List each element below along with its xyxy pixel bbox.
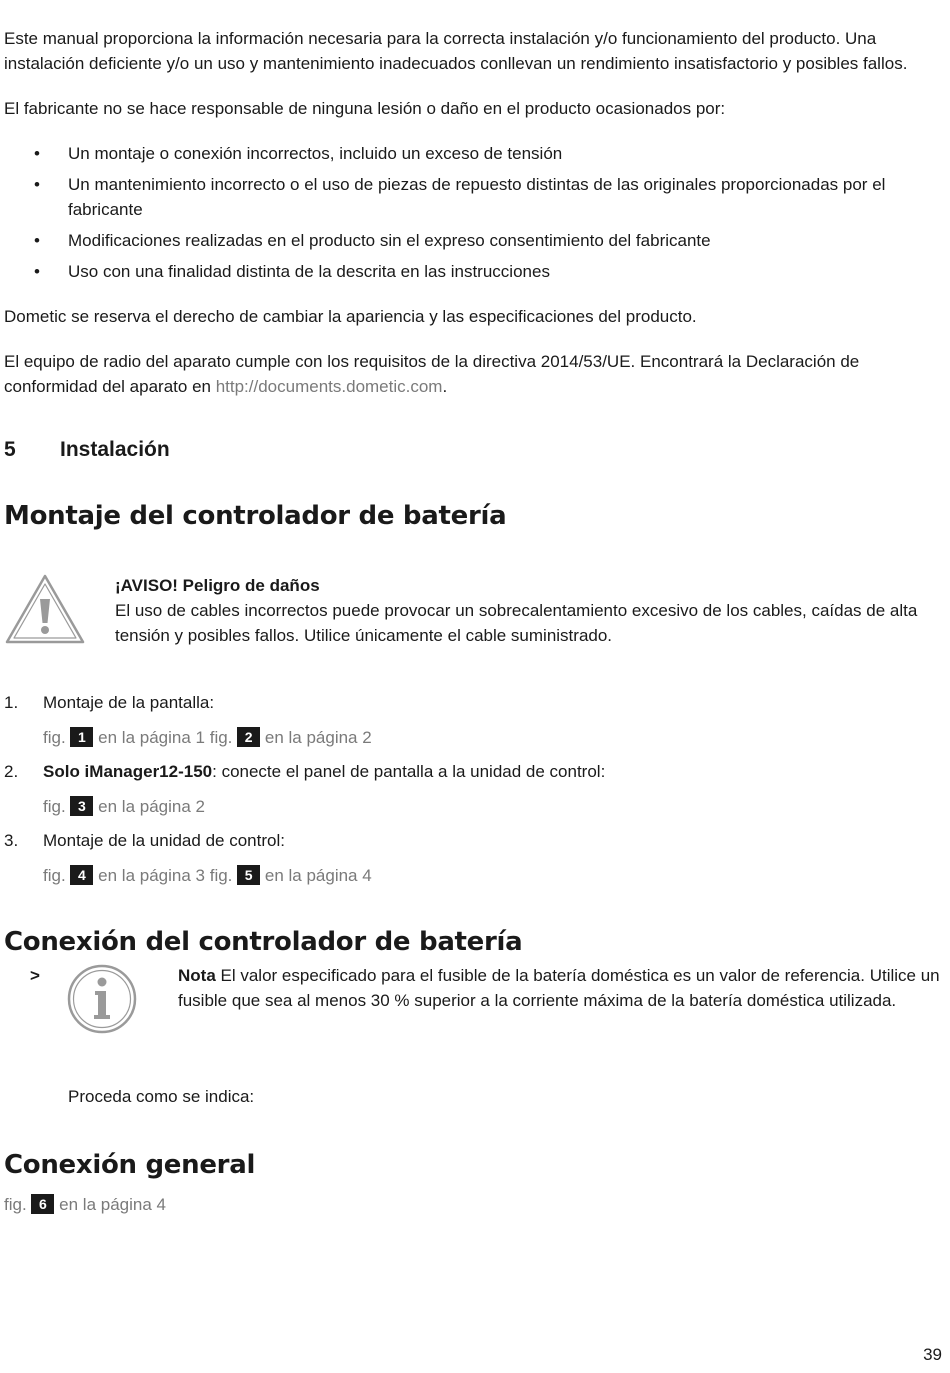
list-item: • Un montaje o conexión incorrectos, incluido un exceso de tensión bbox=[4, 141, 944, 166]
list-item: • Modificaciones realizadas en el producto sin el expreso consentimiento del fabricante bbox=[4, 228, 944, 253]
conformity-end: . bbox=[442, 377, 448, 396]
note-text-block bbox=[178, 963, 944, 1042]
warning-block bbox=[4, 573, 944, 652]
arrow-marker: > bbox=[30, 966, 40, 985]
list-item bbox=[4, 759, 944, 784]
warning-triangle-icon bbox=[4, 573, 115, 652]
liability-list bbox=[4, 141, 944, 284]
general-heading: Conexión general bbox=[4, 1150, 256, 1180]
figure-reference bbox=[4, 794, 944, 819]
fig-label: fig. bbox=[43, 728, 66, 747]
rights-paragraph: Dometic se reserva el derecho de cambiar la apariencia y las especificaciones del producto. bbox=[4, 307, 697, 326]
step-text: Montaje de la pantalla: bbox=[43, 693, 215, 712]
page-ref: en la página 2 bbox=[98, 797, 205, 816]
figure-number-badge[interactable]: 5 bbox=[237, 865, 260, 885]
documents-link[interactable]: http://documents.dometic.com bbox=[215, 377, 443, 396]
list-item: • Un mantenimiento incorrecto o el uso de piezas de repuesto distintas de las originales proporcionadas por el fabricante bbox=[4, 172, 944, 222]
manual-page bbox=[4, 26, 944, 1217]
figure-number-badge[interactable]: 1 bbox=[70, 727, 93, 747]
step-text: Montaje de la unidad de control: bbox=[43, 831, 285, 850]
fig-label: fig. bbox=[209, 728, 233, 747]
conformity-text: El equipo de radio del aparato cumple con los requisitos de la directiva 2014/53/UE. Encontrará la Declaración de conformidad del aparato en bbox=[4, 352, 860, 396]
list-item bbox=[4, 828, 944, 853]
page-ref: en la página 1 bbox=[98, 728, 205, 747]
page-ref: en la página 3 bbox=[98, 866, 205, 885]
mounting-steps bbox=[4, 690, 944, 888]
warning-text: El uso de cables incorrectos puede provocar un sobrecalentamiento excesivo de los cables, caídas de alta tensión y posibles fallos. Utilice únicamente el cable suministrado. bbox=[115, 601, 918, 645]
fig-label: fig. bbox=[43, 797, 66, 816]
warning-text-block bbox=[115, 573, 944, 652]
figure-number-badge[interactable]: 3 bbox=[70, 796, 93, 816]
warning-title: ¡AVISO! Peligro de daños bbox=[115, 576, 320, 595]
liability-paragraph: El fabricante no se hace responsable de ninguna lesión o daño en el producto ocasionados por: bbox=[4, 99, 726, 118]
figure-reference bbox=[4, 863, 944, 888]
page-number: 39 bbox=[923, 1345, 942, 1364]
proceed-text: Proceda como se indica: bbox=[68, 1087, 255, 1106]
note-text: El valor especificado para el fusible de la batería doméstica es un valor de referencia. Utilice un fusible que sea al menos 30 % superior a la corriente máxima de la batería doméstica utilizada. bbox=[178, 966, 940, 1010]
fig-label: fig. bbox=[43, 866, 66, 885]
figure-number-badge[interactable]: 2 bbox=[237, 727, 260, 747]
section-number: 5 bbox=[4, 438, 16, 461]
section-title: Instalación bbox=[60, 438, 170, 461]
intro-paragraph: Este manual proporciona la información necesaria para la correcta instalación y/o funcionamiento del producto. Una instalación deficiente y/o un uso y mantenimiento inadecuados conllevan un rendimiento insatisfactorio y posibles fallos. bbox=[4, 29, 908, 73]
step-number: 1. bbox=[4, 693, 19, 712]
step-number: 2. bbox=[4, 762, 19, 781]
conexion-heading: Conexión del controlador de batería bbox=[4, 927, 523, 957]
figure-number-badge[interactable]: 6 bbox=[31, 1194, 54, 1214]
note-title: Nota bbox=[178, 966, 216, 985]
figure-number-badge[interactable]: 4 bbox=[70, 865, 93, 885]
section-heading bbox=[4, 437, 944, 462]
conformity-paragraph bbox=[4, 349, 944, 399]
figure-reference bbox=[4, 1192, 944, 1217]
step-text: : conecte el panel de pantalla a la unidad de control: bbox=[212, 762, 606, 781]
note-block bbox=[4, 963, 944, 1042]
page-ref: en la página 2 bbox=[264, 728, 372, 747]
step-number: 3. bbox=[4, 831, 19, 850]
step-bold-text: Solo iManager12-150 bbox=[43, 762, 213, 781]
fig-label: fig. bbox=[4, 1195, 27, 1214]
figure-reference bbox=[4, 725, 944, 750]
list-item bbox=[4, 690, 944, 715]
page-ref: en la página 4 bbox=[264, 866, 372, 885]
list-item: • Uso con una finalidad distinta de la descrita en las instrucciones bbox=[4, 259, 944, 284]
fig-label: fig. bbox=[209, 866, 233, 885]
page-ref: en la página 4 bbox=[59, 1195, 166, 1214]
info-icon bbox=[66, 963, 178, 1042]
montaje-heading: Montaje del controlador de batería bbox=[4, 501, 507, 531]
